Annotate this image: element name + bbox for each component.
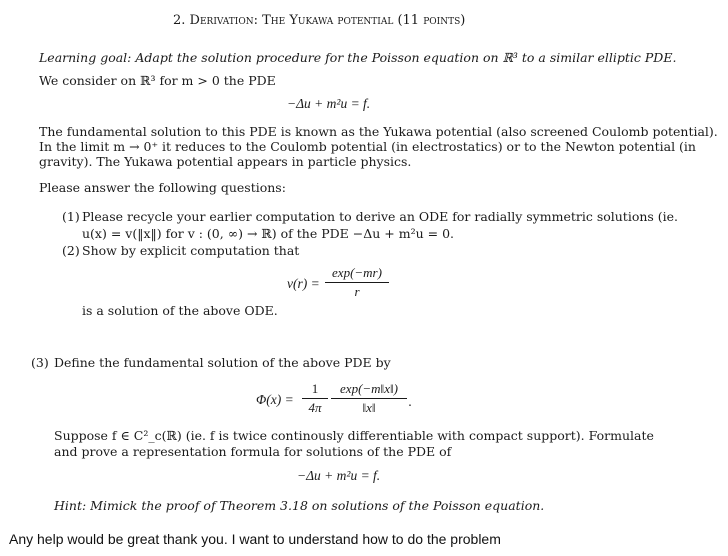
q3-suppose-line-1: Suppose f ∈ C²_c(ℝ) (ie. f is twice continously differentiable with compact support). Formulate xyxy=(54,428,654,443)
learning-goal: Learning goal: Adapt the solution procedure for the Poisson equation on ℝ³ to a similar elliptic PDE. xyxy=(39,50,677,65)
q3-f1-denominator: 4π xyxy=(308,400,322,415)
please-answer: Please answer the following questions: xyxy=(39,180,286,195)
paragraph-line-1: The fundamental solution to this PDE is known as the Yukawa potential (also screened Coulomb potential). xyxy=(39,124,718,139)
heading-title: Derivation: The Yukawa potential xyxy=(189,13,394,28)
q1-label: (1) xyxy=(62,209,80,224)
q3-f2-numerator: exp(−m‖x‖) xyxy=(340,381,398,396)
q1-line-2: u(x) = v(‖x‖) for v : (0, ∞) → ℝ) of the PDE −Δu + m²u = 0. xyxy=(82,226,454,241)
q3-fraction-1 xyxy=(302,381,328,416)
q3-fraction-2 xyxy=(331,381,407,416)
heading-points: (11 points) xyxy=(397,13,466,28)
heading-number: 2. xyxy=(173,13,186,28)
q2-label: (2) xyxy=(62,243,80,258)
intro-text: We consider on ℝ³ for m > 0 the PDE xyxy=(39,73,276,88)
q2-fraction xyxy=(325,265,389,300)
q3-f2-denominator: ‖x‖ xyxy=(362,400,376,415)
q3-hint: Hint: Mimick the proof of Theorem 3.18 on solutions of the Poisson equation. xyxy=(54,498,545,513)
pde-display-1: −Δu + m²u = f. xyxy=(287,96,371,111)
q3-suppose-line-2: and prove a representation formula for solutions of the PDE of xyxy=(54,444,452,459)
q3-text: Define the fundamental solution of the above PDE by xyxy=(54,355,391,370)
q2-lhs: v(r) = xyxy=(287,276,320,291)
q2-denominator: r xyxy=(354,284,360,299)
q3-period: . xyxy=(408,394,412,409)
paragraph-line-2: In the limit m → 0⁺ it reduces to the Coulomb potential (in electrostatics) or to the Newton potential (in xyxy=(39,139,696,154)
q2-numerator: exp(−mr) xyxy=(332,265,382,280)
q3-f1-numerator: 1 xyxy=(311,381,319,396)
paragraph-line-3: gravity). The Yukawa potential appears in particle physics. xyxy=(39,154,412,169)
q2-fraction-bar xyxy=(325,282,389,283)
q3-label: (3) xyxy=(31,355,49,370)
problem-heading xyxy=(173,13,465,28)
q3-f1-bar xyxy=(302,398,328,399)
q3-f2-bar xyxy=(331,398,407,399)
q3-pde: −Δu + m²u = f. xyxy=(297,468,381,483)
q1-line-1: Please recycle your earlier computation to derive an ODE for radially symmetric solutions (ie. xyxy=(82,209,679,224)
q2-text: Show by explicit computation that xyxy=(82,243,300,258)
help-request-text: Any help would be great thank you. I want to understand how to do the problem xyxy=(9,531,501,547)
q2-after: is a solution of the above ODE. xyxy=(82,303,278,318)
q3-lhs: Φ(x) = xyxy=(256,392,294,407)
